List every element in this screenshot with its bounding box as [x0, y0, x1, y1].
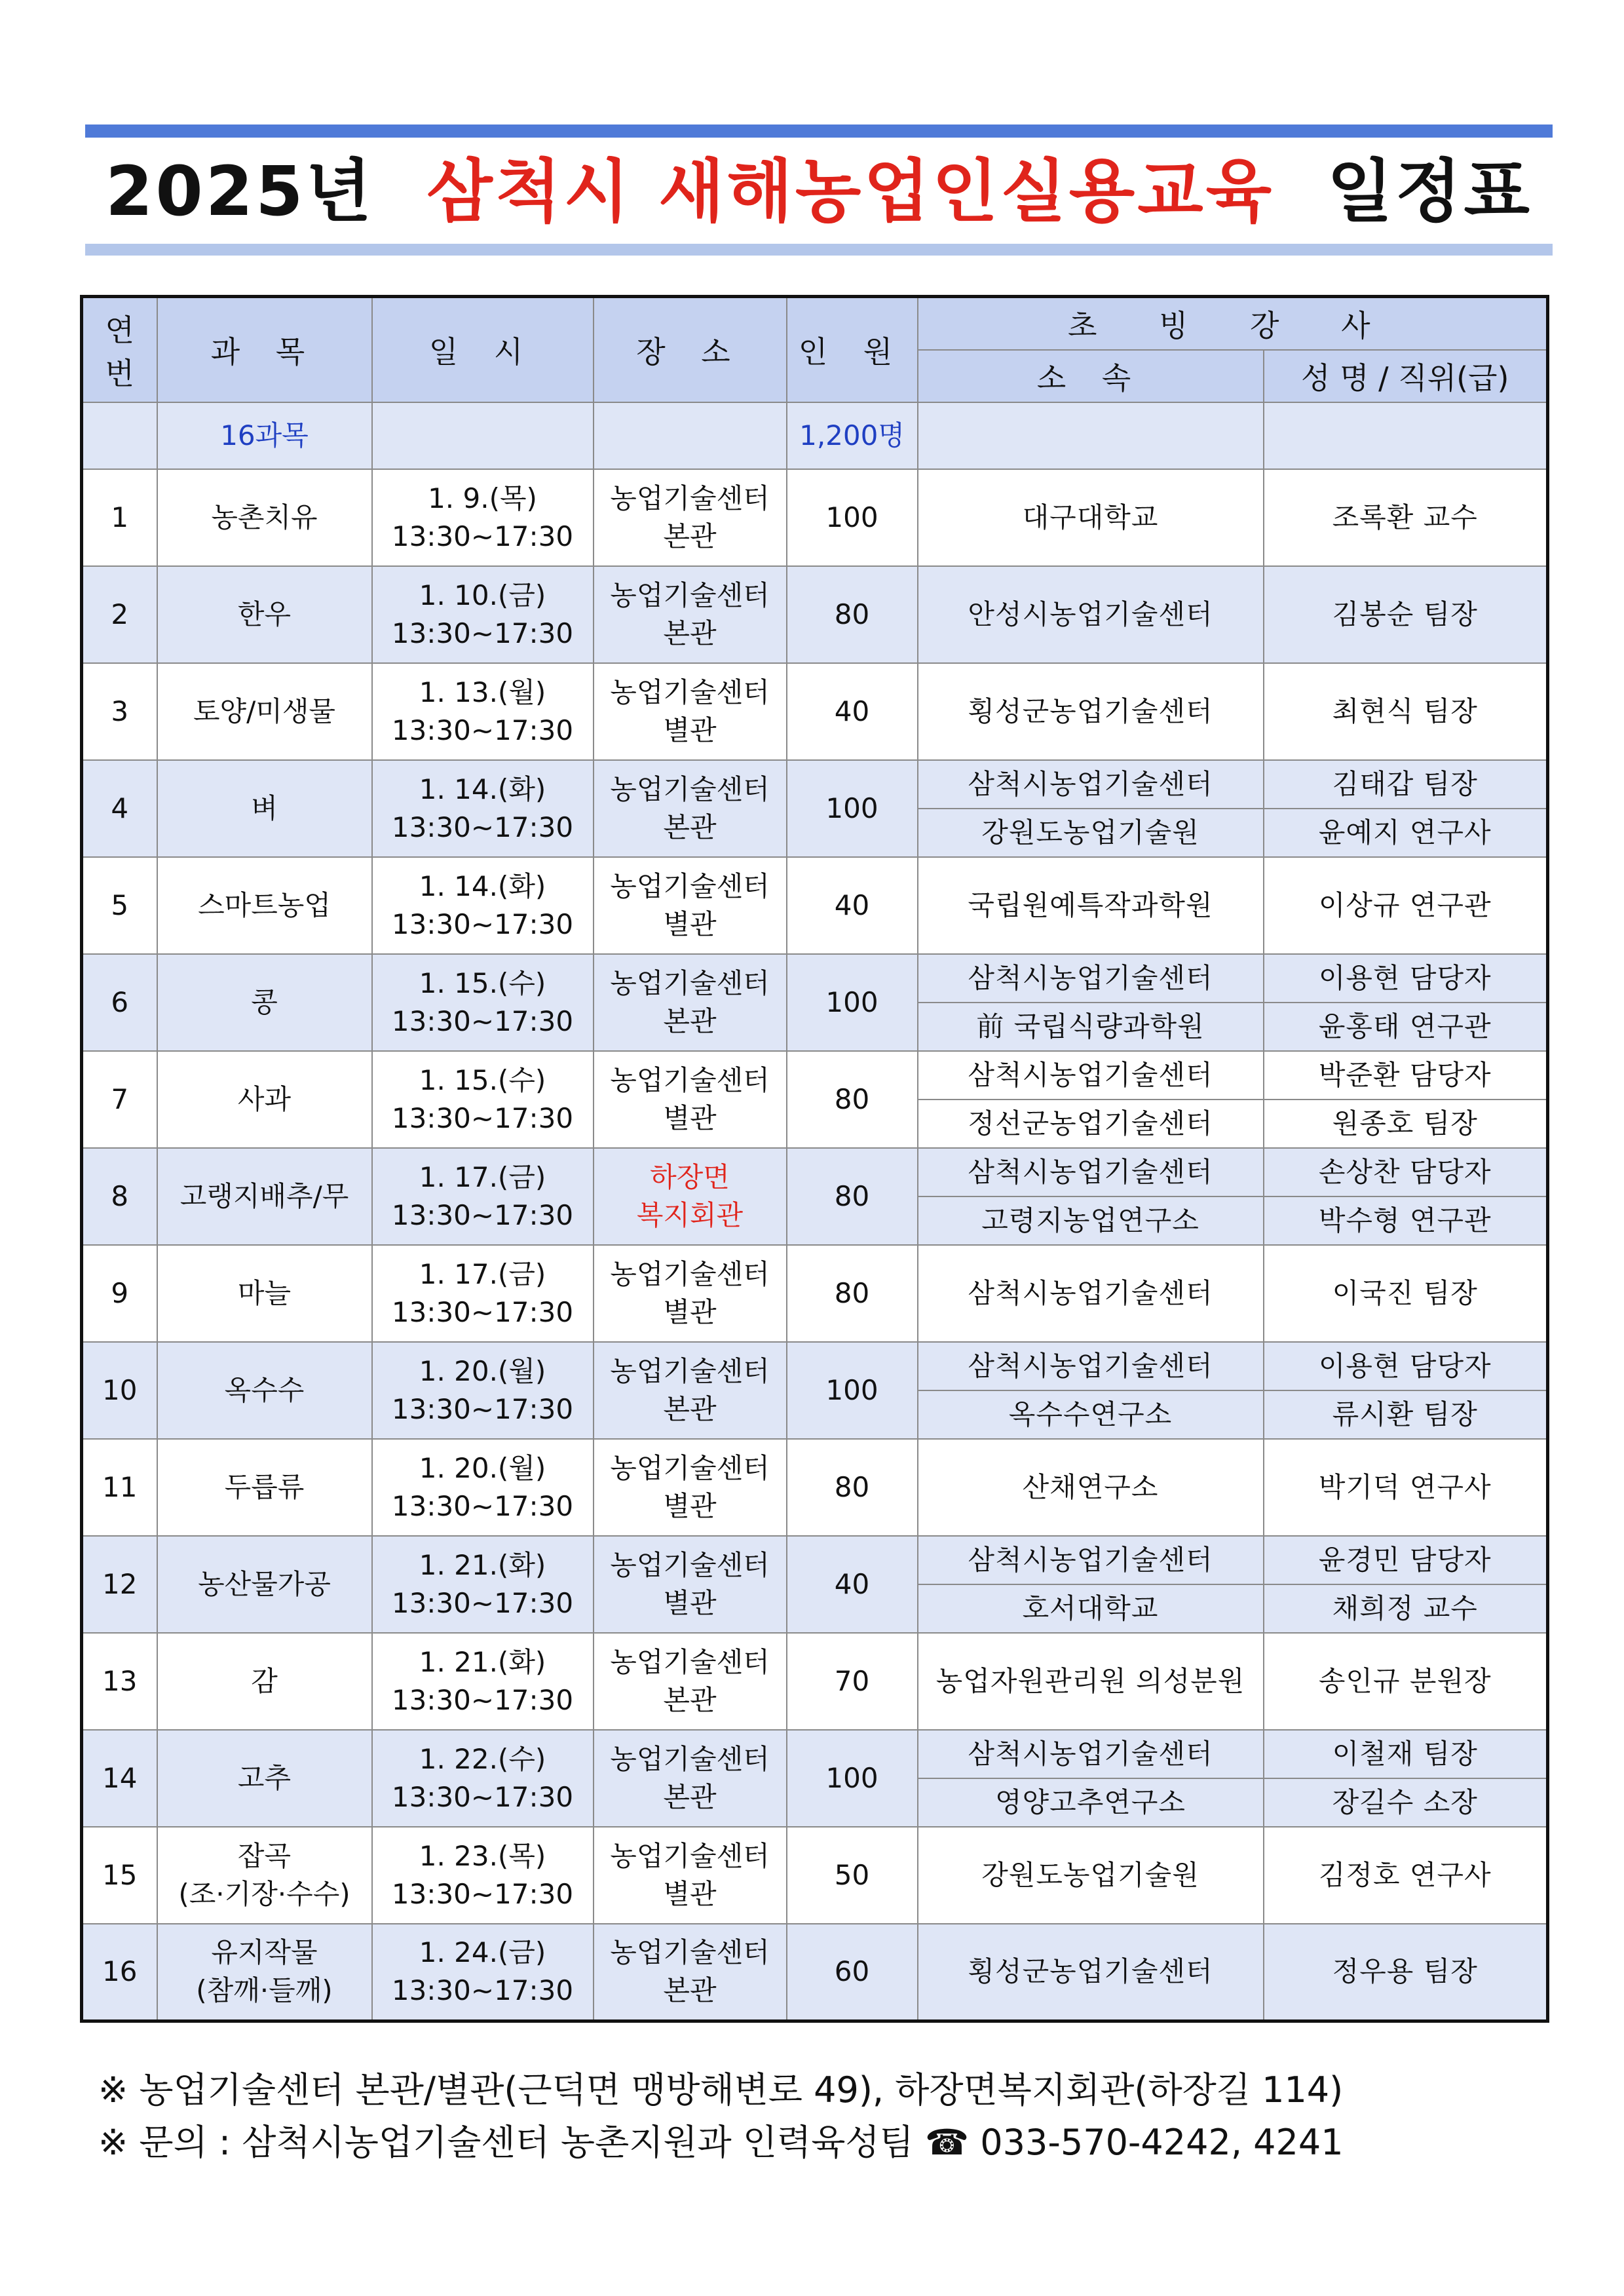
count-cell: 60 — [787, 1924, 918, 2021]
subject-cell — [157, 469, 372, 566]
place-cell — [594, 1051, 787, 1148]
instructor-name-cell: 장길수 소장 — [1264, 1778, 1548, 1827]
instructor-name-cell: 이상규 연구관 — [1264, 857, 1548, 954]
date-text: 1. 15.(수) — [419, 1064, 546, 1096]
place-cell — [594, 663, 787, 760]
date-cell — [372, 760, 594, 857]
count-cell: 80 — [787, 566, 918, 663]
header-subject: 과 목 — [157, 297, 372, 403]
subject-text: 고추 — [237, 1762, 292, 1794]
table-row — [82, 1148, 1548, 1196]
instructor-name-cell: 김봉순 팀장 — [1264, 566, 1548, 663]
count-cell: 100 — [787, 1342, 918, 1439]
instructor-name-cell: 김정호 연구사 — [1264, 1827, 1548, 1924]
place-cell — [594, 566, 787, 663]
subject-text: 유지작물 — [211, 1936, 318, 1969]
date-text: 1. 14.(화) — [419, 773, 546, 805]
row-number: 13 — [82, 1633, 157, 1730]
summary-total: 1,200명 — [787, 402, 918, 469]
affiliation-cell: 삼척시농업기술센터 — [918, 954, 1264, 1003]
header-name: 성 명 / 직위(급) — [1264, 350, 1548, 402]
count-cell: 40 — [787, 1536, 918, 1633]
count-cell: 100 — [787, 469, 918, 566]
header-date: 일 시 — [372, 297, 594, 403]
place-cell — [594, 1148, 787, 1245]
instructor-name-cell: 채희정 교수 — [1264, 1584, 1548, 1633]
footer-notes — [98, 2064, 1572, 2169]
instructor-name-cell: 박수형 연구관 — [1264, 1196, 1548, 1245]
table-row — [82, 1730, 1548, 1778]
date-text: 1. 21.(화) — [419, 1549, 546, 1581]
count-cell: 40 — [787, 857, 918, 954]
instructor-name-cell: 원종호 팀장 — [1264, 1100, 1548, 1148]
date-text: 1. 13.(월) — [419, 676, 546, 708]
time-text: 13:30~17:30 — [391, 520, 574, 552]
summary-row — [82, 402, 1548, 469]
note-contact: ※ 문의 : 삼척시농업기술센터 농촌지원과 인력육성팀 ☎ 033-570-4242, 4241 — [98, 2122, 1344, 2163]
affiliation-cell: 정선군농업기술센터 — [918, 1100, 1264, 1148]
date-cell — [372, 663, 594, 760]
place-text: 별관 — [663, 1102, 717, 1134]
time-text: 13:30~17:30 — [391, 811, 574, 843]
time-text: 13:30~17:30 — [391, 714, 574, 746]
time-text: 13:30~17:30 — [391, 1393, 574, 1425]
subject-cell — [157, 1536, 372, 1633]
affiliation-cell: 횡성군농업기술센터 — [918, 663, 1264, 760]
row-number: 4 — [82, 760, 157, 857]
subject-cell — [157, 1730, 372, 1827]
subject-cell — [157, 566, 372, 663]
date-cell — [372, 1439, 594, 1536]
subject-cell — [157, 1439, 372, 1536]
subject-cell — [157, 1827, 372, 1924]
subject-cell — [157, 1924, 372, 2021]
date-cell — [372, 1245, 594, 1342]
place-text: 농업기술센터 — [610, 1646, 770, 1678]
date-cell — [372, 1924, 594, 2021]
place-cell — [594, 1730, 787, 1827]
instructor-name-cell: 손상찬 담당자 — [1264, 1148, 1548, 1196]
table-row — [82, 760, 1548, 809]
instructor-name-cell: 김태갑 팀장 — [1264, 760, 1548, 809]
count-cell: 80 — [787, 1439, 918, 1536]
date-cell — [372, 1730, 594, 1827]
count-cell: 80 — [787, 1245, 918, 1342]
affiliation-cell: 농업자원관리원 의성분원 — [918, 1633, 1264, 1730]
header-affiliation: 소 속 — [918, 350, 1264, 402]
place-text: 본관 — [663, 1781, 717, 1813]
subject-text: 스마트농업 — [198, 889, 331, 921]
affiliation-cell: 옥수수연구소 — [918, 1390, 1264, 1439]
date-text: 1. 17.(금) — [419, 1161, 546, 1193]
date-cell — [372, 1536, 594, 1633]
subject-cell — [157, 663, 372, 760]
table-row — [82, 1827, 1548, 1924]
place-text: 농업기술센터 — [610, 773, 770, 805]
subject-text: 마늘 — [237, 1277, 292, 1309]
place-text: 농업기술센터 — [610, 1452, 770, 1484]
affiliation-cell: 삼척시농업기술센터 — [918, 1342, 1264, 1390]
table-row — [82, 1536, 1548, 1584]
instructor-name-cell: 정우용 팀장 — [1264, 1924, 1548, 2021]
row-number: 15 — [82, 1827, 157, 1924]
affiliation-cell: 강원도농업기술원 — [918, 1827, 1264, 1924]
instructor-name-cell: 박준환 담당자 — [1264, 1051, 1548, 1100]
place-cell — [594, 1245, 787, 1342]
place-text: 본관 — [663, 617, 717, 649]
row-number: 5 — [82, 857, 157, 954]
place-cell — [594, 1536, 787, 1633]
date-text: 1. 10.(금) — [419, 579, 546, 611]
affiliation-cell: 강원도농업기술원 — [918, 809, 1264, 857]
date-cell — [372, 1633, 594, 1730]
place-text: 별관 — [663, 1296, 717, 1328]
subject-text: 잡곡 — [237, 1840, 292, 1872]
place-text: 농업기술센터 — [610, 870, 770, 902]
instructor-name-cell: 조록환 교수 — [1264, 469, 1548, 566]
place-text: 농업기술센터 — [610, 967, 770, 999]
note-location: ※ 농업기술센터 본관/별관(근덕면 맹방해변로 49), 하장면복지회관(하장길 114) — [98, 2069, 1344, 2111]
place-text: 본관 — [663, 1393, 717, 1425]
place-text: 복지회관 — [636, 1199, 744, 1231]
time-text: 13:30~17:30 — [391, 1490, 574, 1522]
row-number: 14 — [82, 1730, 157, 1827]
affiliation-cell: 대구대학교 — [918, 469, 1264, 566]
header-no: 연 번 — [82, 297, 157, 403]
subject-cell — [157, 1148, 372, 1245]
table-row — [82, 663, 1548, 760]
date-text: 1. 22.(수) — [419, 1743, 546, 1775]
place-text: 본관 — [663, 1005, 717, 1037]
title-top-bar — [85, 124, 1553, 138]
row-number: 9 — [82, 1245, 157, 1342]
time-text: 13:30~17:30 — [391, 1102, 574, 1134]
affiliation-cell: 삼척시농업기술센터 — [918, 1245, 1264, 1342]
instructor-name-cell: 송인규 분원장 — [1264, 1633, 1548, 1730]
date-cell — [372, 1827, 594, 1924]
date-text: 1. 17.(금) — [419, 1258, 546, 1290]
time-text: 13:30~17:30 — [391, 1974, 574, 2007]
place-text: 본관 — [663, 520, 717, 552]
subject-text: 사과 — [237, 1083, 292, 1115]
affiliation-cell: 횡성군농업기술센터 — [918, 1924, 1264, 2021]
place-text: 농업기술센터 — [610, 579, 770, 611]
time-text: 13:30~17:30 — [391, 1296, 574, 1328]
subject-text: 농산물가공 — [198, 1568, 331, 1600]
count-cell: 80 — [787, 1051, 918, 1148]
title-bottom-bar — [85, 244, 1553, 256]
row-number: 6 — [82, 954, 157, 1051]
row-number: 12 — [82, 1536, 157, 1633]
place-text: 농업기술센터 — [610, 482, 770, 514]
subject-cell — [157, 954, 372, 1051]
subject-text: 옥수수 — [224, 1374, 305, 1406]
title-suffix: 일정표 — [1327, 151, 1532, 231]
table-row — [82, 857, 1548, 954]
place-text: 본관 — [663, 811, 717, 843]
instructor-name-cell: 최현식 팀장 — [1264, 663, 1548, 760]
row-number: 2 — [82, 566, 157, 663]
subject-text: 두릅류 — [224, 1471, 305, 1503]
affiliation-cell: 국립원예특작과학원 — [918, 857, 1264, 954]
row-number: 16 — [82, 1924, 157, 2021]
table-row — [82, 469, 1548, 566]
subject-text: (조·기장·수수) — [178, 1878, 350, 1910]
table-row — [82, 1342, 1548, 1390]
time-text: 13:30~17:30 — [391, 617, 574, 649]
affiliation-cell: 삼척시농업기술센터 — [918, 1536, 1264, 1584]
row-number: 11 — [82, 1439, 157, 1536]
place-text: 본관 — [663, 1974, 717, 2007]
subject-cell — [157, 1342, 372, 1439]
affiliation-cell: 삼척시농업기술센터 — [918, 1148, 1264, 1196]
time-text: 13:30~17:30 — [391, 1587, 574, 1619]
row-number: 7 — [82, 1051, 157, 1148]
count-cell: 100 — [787, 760, 918, 857]
instructor-name-cell: 윤예지 연구사 — [1264, 809, 1548, 857]
date-cell — [372, 469, 594, 566]
time-text: 13:30~17:30 — [391, 1781, 574, 1813]
place-cell — [594, 760, 787, 857]
table-row — [82, 1439, 1548, 1536]
table-row — [82, 954, 1548, 1003]
affiliation-cell: 호서대학교 — [918, 1584, 1264, 1633]
affiliation-cell: 산채연구소 — [918, 1439, 1264, 1536]
place-text: 별관 — [663, 908, 717, 940]
instructor-name-cell: 이철재 팀장 — [1264, 1730, 1548, 1778]
subject-text: 벼 — [251, 792, 278, 824]
place-text: 별관 — [663, 714, 717, 746]
subject-text: (참깨·들깨) — [196, 1974, 333, 2007]
date-text: 1. 20.(월) — [419, 1355, 546, 1387]
table-row — [82, 1633, 1548, 1730]
page-title — [85, 145, 1553, 237]
instructor-name-cell: 이용현 담당자 — [1264, 1342, 1548, 1390]
place-text: 농업기술센터 — [610, 1936, 770, 1969]
row-number: 3 — [82, 663, 157, 760]
place-text: 별관 — [663, 1490, 717, 1522]
header-place: 장 소 — [594, 297, 787, 403]
place-text: 농업기술센터 — [610, 1549, 770, 1581]
affiliation-cell: 前 국립식량과학원 — [918, 1003, 1264, 1051]
row-number: 8 — [82, 1148, 157, 1245]
date-cell — [372, 566, 594, 663]
subject-cell — [157, 857, 372, 954]
count-cell: 70 — [787, 1633, 918, 1730]
date-text: 1. 21.(화) — [419, 1646, 546, 1678]
date-text: 1. 23.(목) — [419, 1840, 546, 1872]
date-text: 1. 15.(수) — [419, 967, 546, 999]
date-text: 1. 20.(월) — [419, 1452, 546, 1484]
count-cell: 50 — [787, 1827, 918, 1924]
place-text: 농업기술센터 — [610, 1355, 770, 1387]
subject-text: 농촌치유 — [211, 501, 318, 533]
place-cell — [594, 1633, 787, 1730]
place-cell — [594, 1342, 787, 1439]
place-text: 농업기술센터 — [610, 1258, 770, 1290]
date-text: 1. 24.(금) — [419, 1936, 546, 1969]
instructor-name-cell: 박기덕 연구사 — [1264, 1439, 1548, 1536]
affiliation-cell: 안성시농업기술센터 — [918, 566, 1264, 663]
affiliation-cell: 삼척시농업기술센터 — [918, 1730, 1264, 1778]
header-instructor: 초 빙 강 사 — [918, 297, 1548, 351]
date-cell — [372, 1051, 594, 1148]
date-text: 1. 9.(목) — [428, 482, 537, 514]
place-text: 농업기술센터 — [610, 1840, 770, 1872]
subject-cell — [157, 1051, 372, 1148]
table-row — [82, 1245, 1548, 1342]
subject-text: 콩 — [251, 986, 278, 1018]
date-cell — [372, 954, 594, 1051]
place-cell — [594, 1827, 787, 1924]
affiliation-cell: 삼척시농업기술센터 — [918, 760, 1264, 809]
time-text: 13:30~17:30 — [391, 1199, 574, 1231]
count-cell: 80 — [787, 1148, 918, 1245]
summary-subjects: 16과목 — [157, 402, 372, 469]
time-text: 13:30~17:30 — [391, 1005, 574, 1037]
instructor-name-cell: 류시환 팀장 — [1264, 1390, 1548, 1439]
table-row — [82, 1051, 1548, 1100]
subject-cell — [157, 1633, 372, 1730]
row-number: 1 — [82, 469, 157, 566]
title-year: 2025년 — [105, 151, 374, 231]
place-text: 본관 — [663, 1684, 717, 1716]
subject-text: 한우 — [237, 598, 292, 630]
time-text: 13:30~17:30 — [391, 1878, 574, 1910]
subject-text: 감 — [251, 1665, 278, 1697]
subject-cell — [157, 1245, 372, 1342]
place-cell — [594, 1924, 787, 2021]
table-row — [82, 566, 1548, 663]
instructor-name-cell: 이국진 팀장 — [1264, 1245, 1548, 1342]
place-cell — [594, 1439, 787, 1536]
count-cell: 100 — [787, 954, 918, 1051]
place-text: 하장면 — [650, 1161, 730, 1193]
count-cell: 100 — [787, 1730, 918, 1827]
row-number: 10 — [82, 1342, 157, 1439]
subject-text: 토양/미생물 — [193, 695, 335, 727]
affiliation-cell: 영양고추연구소 — [918, 1778, 1264, 1827]
table-row — [82, 1924, 1548, 2021]
place-cell — [594, 954, 787, 1051]
place-text: 농업기술센터 — [610, 1743, 770, 1775]
time-text: 13:30~17:30 — [391, 1684, 574, 1716]
schedule-table — [80, 295, 1549, 2023]
place-cell — [594, 469, 787, 566]
place-text: 별관 — [663, 1878, 717, 1910]
date-cell — [372, 1342, 594, 1439]
subject-cell — [157, 760, 372, 857]
date-cell — [372, 1148, 594, 1245]
place-text: 별관 — [663, 1587, 717, 1619]
date-cell — [372, 857, 594, 954]
affiliation-cell: 삼척시농업기술센터 — [918, 1051, 1264, 1100]
place-text: 농업기술센터 — [610, 1064, 770, 1096]
affiliation-cell: 고령지농업연구소 — [918, 1196, 1264, 1245]
instructor-name-cell: 윤홍태 연구관 — [1264, 1003, 1548, 1051]
title-main: 삼척시 새해농업인실용교육 — [426, 151, 1275, 231]
subject-text: 고랭지배추/무 — [179, 1180, 349, 1212]
place-text: 농업기술센터 — [610, 676, 770, 708]
instructor-name-cell: 이용현 담당자 — [1264, 954, 1548, 1003]
instructor-name-cell: 윤경민 담당자 — [1264, 1536, 1548, 1584]
count-cell: 40 — [787, 663, 918, 760]
date-text: 1. 14.(화) — [419, 870, 546, 902]
place-cell — [594, 857, 787, 954]
time-text: 13:30~17:30 — [391, 908, 574, 940]
header-count: 인 원 — [787, 297, 918, 403]
